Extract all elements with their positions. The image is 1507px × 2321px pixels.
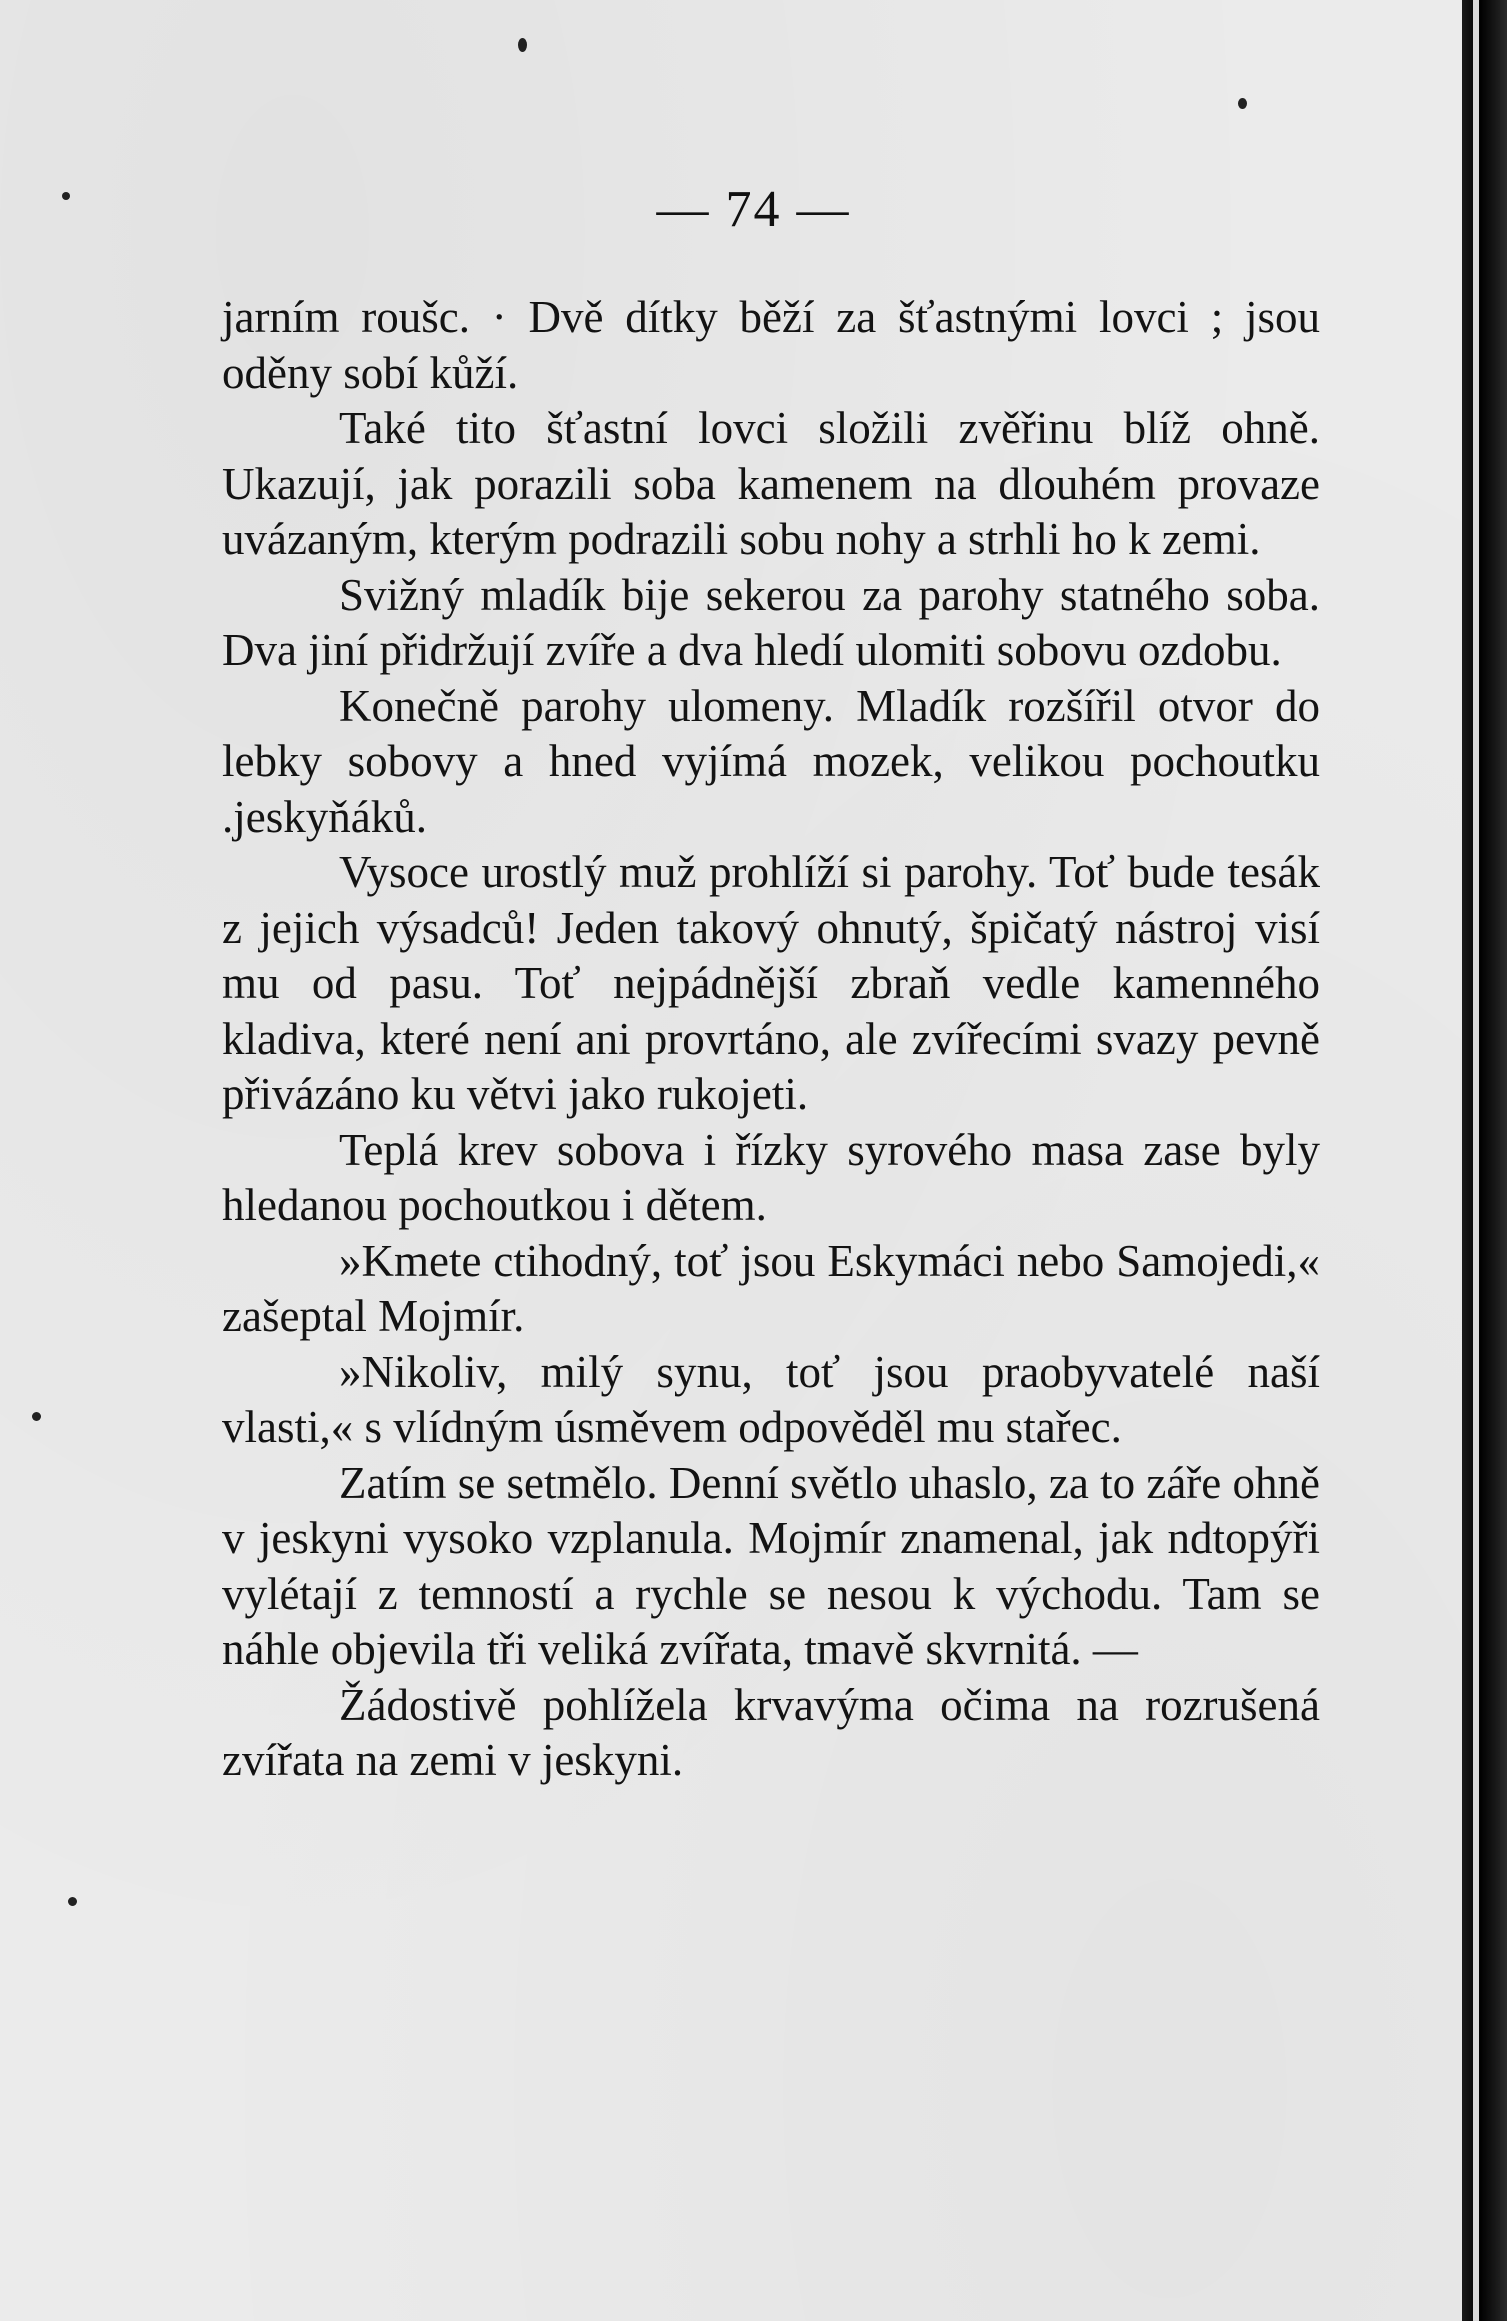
page-edge-shadow (1462, 0, 1507, 2321)
paragraph: jarním roušc. · Dvě dítky běží za šťastnými lovci ; jsou oděny sobí kůží. (222, 292, 1320, 398)
ink-speck (62, 192, 70, 200)
paragraph: Vysoce urostlý muž prohlíží si parohy. Toť bude tesák z jejich výsadců! Jeden takový ohnutý, špičatý nástroj visí mu od pasu. Toť nejpádnější zbraň vedle kamenného kladiva, které není ani provrtáno, ale zvířecími svazy pevně přivázáno ku větvi jako rukojeti. (222, 847, 1320, 1119)
paragraph: Zatím se setmělo. Denní světlo uhaslo, za to záře ohně v jeskyni vysoko vzplanula. Mojmír znamenal, jak ndtopýři vylétají z temností a rychle se nesou k východu. Tam se náhle objevila tři veliká zvířata, tmavě skvrnitá. — (222, 1457, 1320, 1674)
paragraph: »Nikoliv, milý synu, toť jsou praobyvatelé naší vlasti,« s vlídným úsměvem odpověděl mu stařec. (222, 1346, 1320, 1452)
paragraph: Konečně parohy ulomeny. Mladík rozšířil otvor do lebky sobovy a hned vyjímá mozek, velikou pochoutku .jeskyňáků. (222, 680, 1320, 842)
ink-speck (518, 38, 527, 52)
ink-speck (68, 1897, 77, 1906)
page-body (222, 290, 1320, 1789)
paragraph: Žádostivě pohlížela krvavýma očima na rozrušená zvířata na zemi v jeskyni. (222, 1679, 1320, 1785)
paragraph: Také tito šťastní lovci složili zvěřinu blíž ohně. Ukazují, jak porazili soba kamenem na dlouhém provaze uvázaným, kterým podrazili sobu nohy a strhli ho k zemi. (222, 403, 1320, 564)
ink-speck (32, 1412, 41, 1421)
paragraph: Teplá krev sobova i řízky syrového masa zase byly hledanou pochoutkou i dětem. (222, 1124, 1320, 1230)
paragraph: »Kmete ctihodný, toť jsou Eskymáci nebo Samojedi,« zašeptal Mojmír. (222, 1235, 1320, 1341)
paragraph: Svižný mladík bije sekerou za parohy statného soba. Dva jiní přidržují zvíře a dva hledí ulomiti sobovu ozdobu. (222, 569, 1320, 675)
page-number: — 74 — (656, 181, 851, 238)
ink-speck (1238, 98, 1247, 109)
page-edge-line (1473, 0, 1479, 2321)
